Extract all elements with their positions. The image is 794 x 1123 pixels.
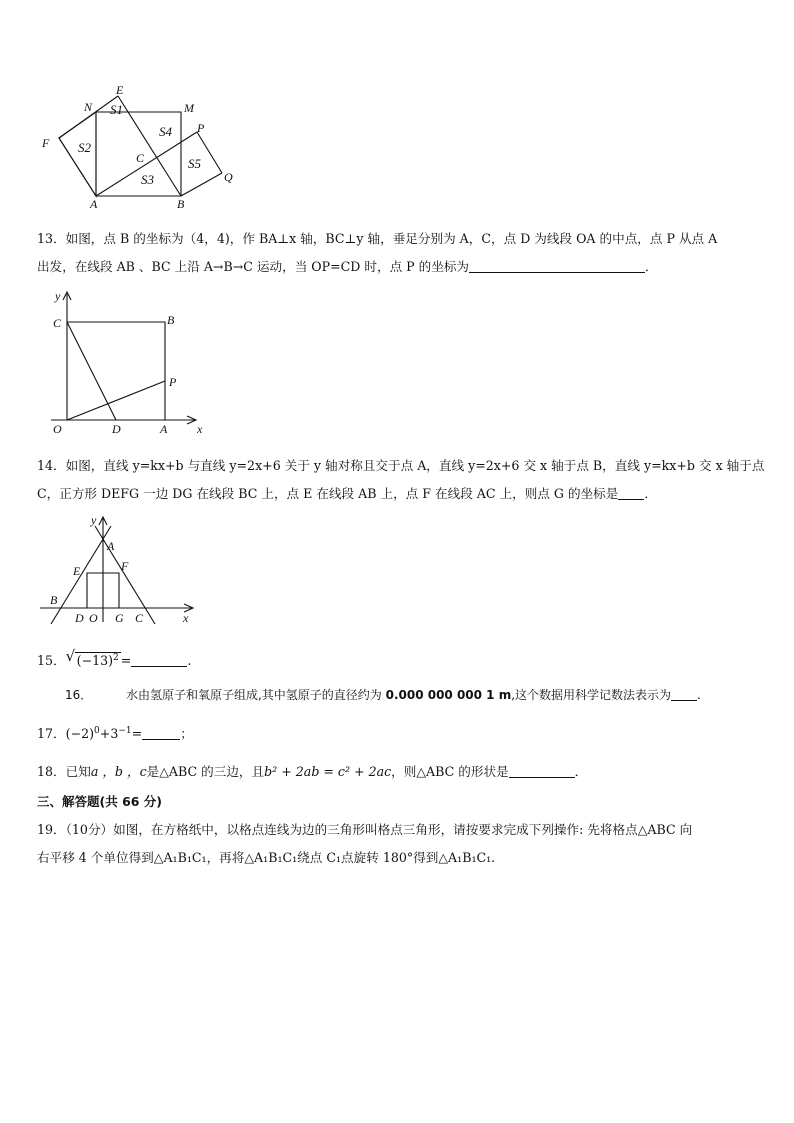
answer-blank-15[interactable] — [131, 652, 187, 667]
label-y: y — [55, 289, 61, 303]
area-s5: S5 — [188, 156, 201, 171]
answer-blank-14[interactable] — [618, 485, 644, 500]
label-c: C — [136, 151, 145, 165]
equation-18: b² + 2ab = c² + 2ac — [264, 764, 392, 779]
area-s1: S1 — [110, 102, 123, 117]
question-19-line-2: 右平移 4 个单位得到△A₁B₁C₁，再将△A₁B₁C₁绕点 C₁点旋转 180°得到△A₁B₁C₁. — [37, 850, 496, 865]
label-f: F — [121, 559, 129, 573]
question-19 — [37, 816, 759, 872]
label-f: F — [42, 136, 50, 150]
area-s2: S2 — [78, 140, 91, 155]
label-e: E — [116, 83, 124, 97]
segment-cd — [67, 322, 116, 420]
hydrogen-diameter-value: 0.000 000 000 1 m — [385, 688, 512, 702]
section-heading-3: 三、解答题(共 66 分) — [37, 794, 163, 809]
question-16: 16． 水由氢原子和氧原子组成,其中氢原子的直径约为 0.000 000 000 1 m,这个数据用科学记数法表示为 . — [65, 688, 701, 702]
label-n: N — [84, 100, 93, 114]
label-b: B — [50, 593, 58, 607]
label-d: D — [75, 611, 84, 625]
label-b: B — [167, 313, 175, 327]
question-17: 17．$(-2)^0+3^{-1}=$ ； — [37, 726, 193, 742]
label-g: G — [115, 611, 124, 625]
answer-blank-13[interactable] — [469, 258, 645, 273]
question-14-line-1: 14．如图，直线 y=kx+b 与直线 y=2x+6 关于 y 轴对称且交于点 A，直线 y=2x+6 交 x 轴于点 B，直线 y=kx+b 交 x 轴于点 — [37, 458, 765, 473]
question-15: 15． √ $(-13)^2$ = . — [37, 644, 759, 675]
label-o: O — [53, 422, 62, 436]
question-13 — [37, 225, 759, 281]
figure-12-squares — [38, 80, 248, 210]
sqrt-icon: √ — [65, 647, 76, 665]
answer-blank-17[interactable] — [142, 725, 180, 740]
label-p: P — [197, 121, 205, 135]
question-19-line-1: 19．（10分）如图，在方格纸中，以格点连线为边的三角形叫格点三角形，请按要求完成下列操作: 先将格点△ABC 向 — [37, 822, 693, 837]
label-e: E — [73, 564, 81, 578]
question-14 — [37, 452, 765, 508]
square-oabc — [67, 322, 165, 420]
line-q-b — [181, 173, 222, 196]
figure-14-symmetric-lines — [35, 512, 205, 630]
area-s3: S3 — [141, 172, 154, 187]
label-b: B — [177, 197, 185, 211]
figure-13-coordinate-square — [45, 288, 215, 438]
sqrt-expression: √ $(-13)^2$ — [66, 644, 121, 675]
question-14-line-2: C，正方形 DEFG 一边 DG 在线段 BC 上，点 E 在线段 AB 上，点 F 在线段 AC 上，则点 G 的坐标是 ． — [37, 486, 657, 501]
label-a: A — [160, 422, 168, 436]
label-x: x — [183, 611, 189, 625]
label-q: Q — [224, 170, 233, 184]
triangle-sides: a ，b ，c — [90, 764, 147, 779]
line-y-2x-plus-6 — [51, 526, 111, 624]
question-13-line-1: 13．如图，点 B 的坐标为（4，4)，作 BA⊥x 轴，BC⊥y 轴，垂足分别为 A，C，点 D 为线段 OA 的中点，点 P 从点 A — [37, 231, 718, 246]
expression-17: $(-2)^0+3^{-1}$ — [65, 726, 132, 742]
label-a: A — [107, 539, 115, 553]
label-c: C — [53, 316, 62, 330]
answer-blank-16[interactable] — [671, 686, 697, 701]
label-m: M — [184, 101, 194, 115]
answer-blank-18[interactable] — [509, 763, 575, 778]
line-y-kx-plus-b — [95, 526, 155, 624]
segment-op — [67, 381, 165, 420]
question-13-line-2: 出发，在线段 AB 、BC 上沿 A→B→C 运动，当 OP=CD 时，点 P 的坐标为 ． — [37, 259, 658, 274]
label-p: P — [169, 375, 177, 389]
question-18: 18．已知a ，b ，c是△ABC 的三边，且b² + 2ab = c² + 2ac，则△ABC 的形状是 ． — [37, 764, 588, 779]
label-y: y — [91, 513, 97, 527]
label-c: C — [135, 611, 144, 625]
label-x: x — [197, 422, 203, 436]
label-o: O — [89, 611, 98, 625]
label-a: A — [90, 197, 98, 211]
area-s4: S4 — [159, 124, 172, 139]
label-d: D — [112, 422, 121, 436]
